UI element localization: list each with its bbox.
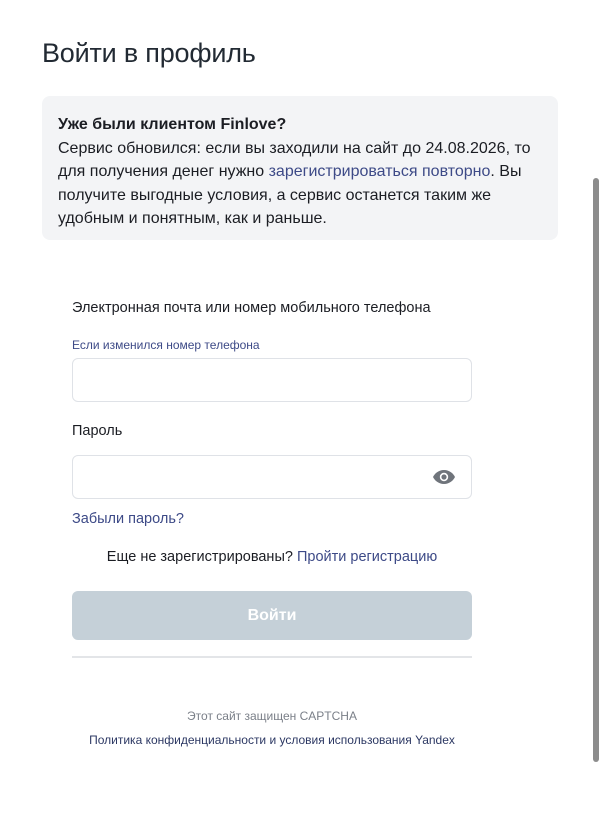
phone-changed-link[interactable]: Если изменился номер телефона — [72, 338, 260, 352]
privacy-policy-link[interactable]: Политика конфиденциальности и условия использования Yandex — [89, 733, 455, 747]
re-register-link[interactable]: зарегистрироваться повторно — [268, 163, 491, 180]
password-input[interactable] — [72, 455, 472, 499]
info-notice — [42, 96, 558, 240]
login-input[interactable] — [72, 358, 472, 402]
notice-text-before: Сервис обновился: если вы заходили на сайт до 24.08.2026, то для получения денег нужно — [58, 139, 531, 180]
register-line — [72, 549, 472, 565]
divider — [72, 656, 472, 658]
forgot-password-link[interactable]: Забыли пароль? — [72, 511, 184, 527]
login-submit-button[interactable]: Войти — [72, 591, 472, 640]
register-prompt: Еще не зарегистрированы? — [106, 549, 293, 565]
captcha-note: Этот сайт защищен CAPTCHA — [187, 709, 357, 723]
eye-icon[interactable] — [431, 466, 457, 488]
notice-title: Уже были клиентом Finlove? — [58, 116, 287, 133]
page-title: Войти в профиль — [42, 38, 256, 68]
register-link[interactable]: Пройти регистрацию — [296, 549, 438, 565]
notice-text-after: . Вы получите выгодные условия, а сервис останется таким же удобным и понятным, как и раньше. — [58, 163, 522, 227]
password-label: Пароль — [72, 423, 123, 439]
scrollbar-thumb[interactable] — [593, 178, 599, 762]
login-label: Электронная почта или номер мобильного телефона — [72, 300, 431, 316]
